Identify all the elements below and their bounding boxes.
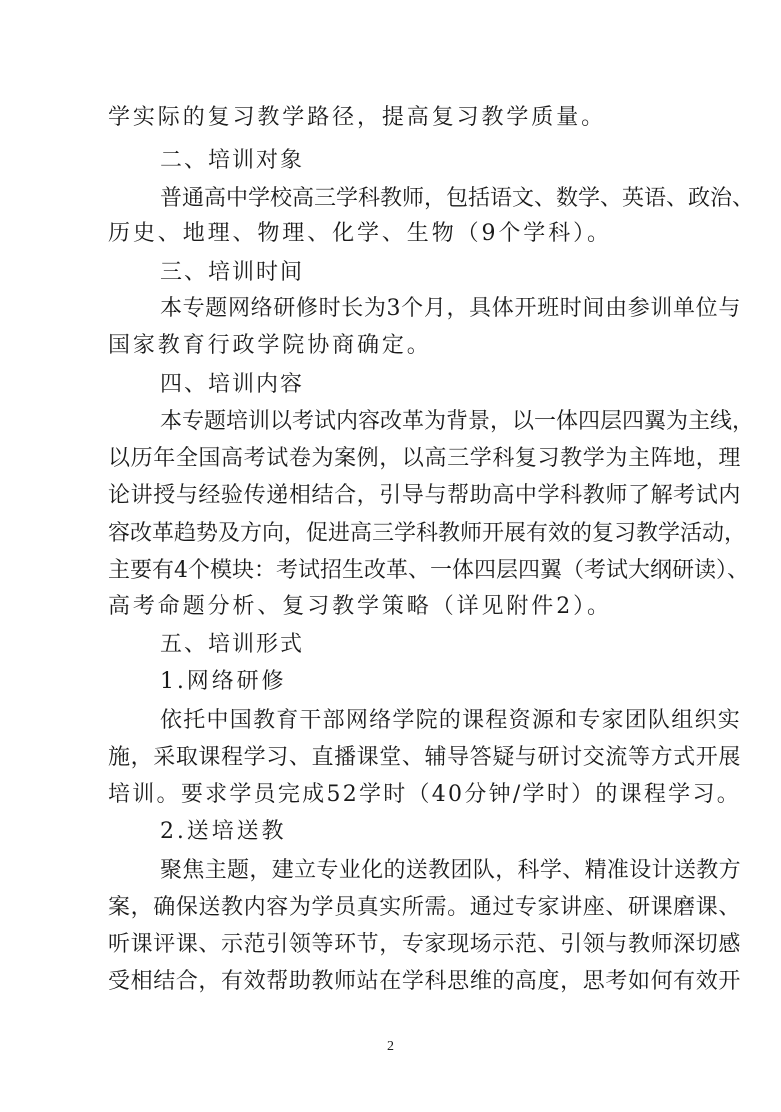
section-heading-training-target: 二、培训对象 xyxy=(160,148,305,173)
body-line: 本专题网络研修时长为3个月，具体开班时间由参训单位与 xyxy=(160,296,741,321)
body-line: 普通高中学校高三学科教师，包括语文、数学、英语、政治、 xyxy=(160,186,755,211)
body-line: 高考命题分析、复习教学策略（详见附件2）。 xyxy=(108,594,612,619)
body-line: 聚焦主题，建立专业化的送教团队，科学、精准设计送教方 xyxy=(160,858,741,883)
section-heading-training-form: 五、培训形式 xyxy=(160,632,305,657)
body-line: 本专题培训以考试内容改革为背景，以一体四层四翼为主线， xyxy=(160,409,755,434)
body-line: 培训。要求学员完成52学时（40分钟/学时）的课程学习。 xyxy=(108,782,741,807)
page-number: 2 xyxy=(387,1039,394,1054)
body-line: 以历年全国高考试卷为案例，以高三学科复习教学为主阵地，理 xyxy=(108,446,741,471)
subsection-heading-onsite-training: 2.送培送教 xyxy=(160,819,287,844)
body-line: 依托中国教育干部网络学院的课程资源和专家团队组织实 xyxy=(160,708,741,733)
body-line: 历史、地理、物理、化学、生物（9个学科）。 xyxy=(108,221,612,246)
section-heading-training-time: 三、培训时间 xyxy=(160,260,305,285)
body-line: 论讲授与经验传递相结合，引导与帮助高中学科教师了解考试内 xyxy=(108,483,741,508)
subsection-heading-online-study: 1.网络研修 xyxy=(160,669,287,694)
body-line: 施，采取课程学习、直播课堂、辅导答疑与研讨交流等方式开展 xyxy=(108,745,741,770)
body-line: 主要有4个模块：考试招生改革、一体四层四翼（考试大纲研读）、 xyxy=(108,558,749,583)
body-line: 容改革趋势及方向，促进高三学科教师开展有效的复习教学活动， xyxy=(108,521,747,546)
body-line: 受相结合，有效帮助教师站在学科思维的高度，思考如何有效开 xyxy=(108,969,741,994)
section-heading-training-content: 四、培训内容 xyxy=(160,372,305,397)
body-line: 学实际的复习教学路径，提高复习教学质量。 xyxy=(108,105,607,130)
body-line: 国家教育行政学院协商确定。 xyxy=(108,333,432,358)
body-line: 听课评课、示范引领等环节，专家现场示范、引领与教师深切感 xyxy=(108,932,741,957)
body-line: 案，确保送教内容为学员真实所需。通过专家讲座、研课磨课、 xyxy=(108,895,741,920)
